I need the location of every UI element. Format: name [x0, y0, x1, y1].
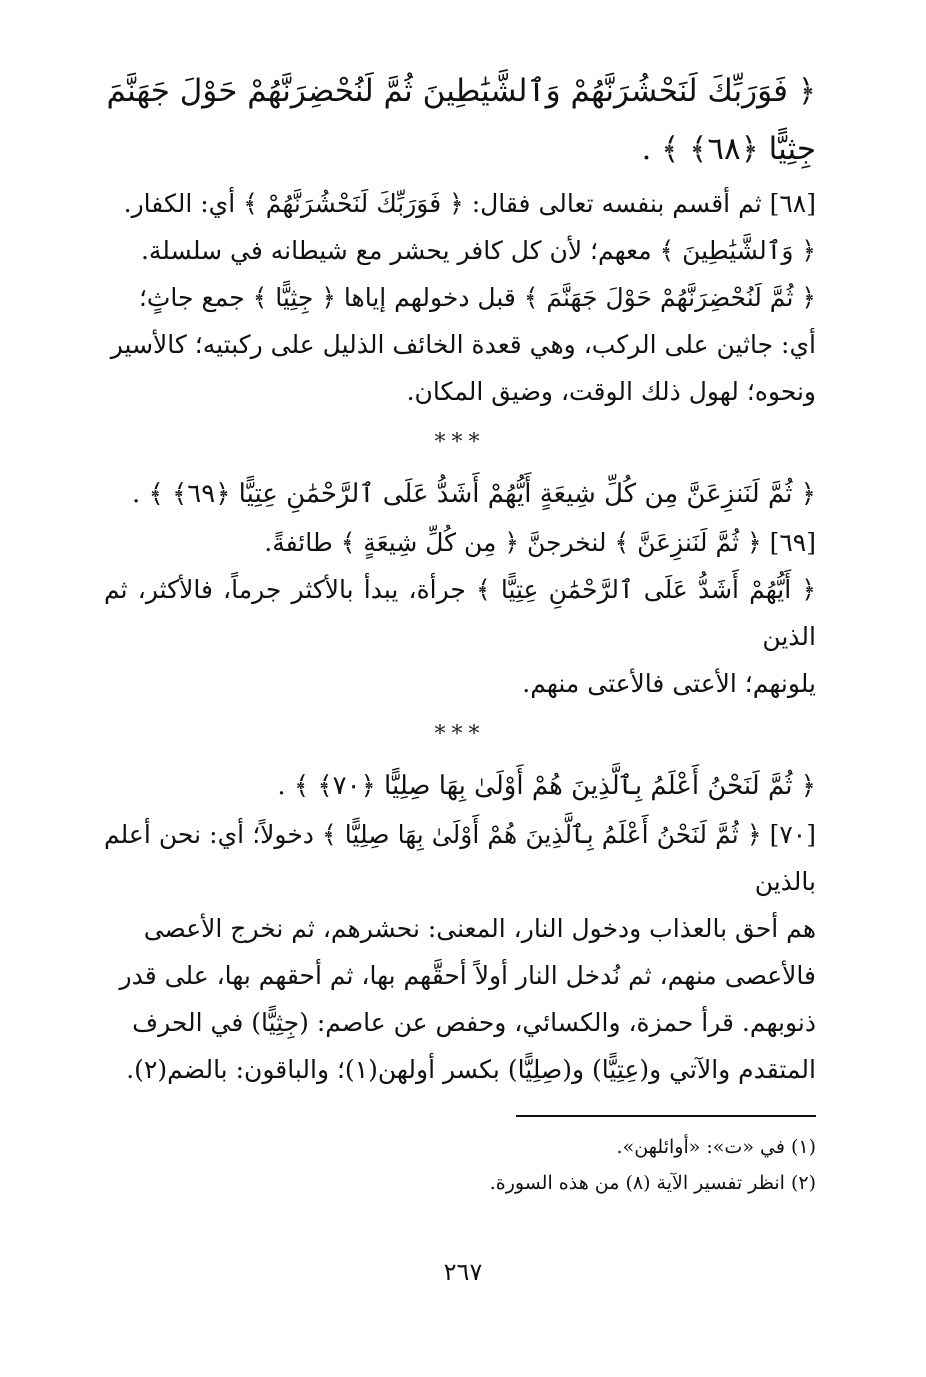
footnote-1: (١) في «ت»: «أوائلهن». [616, 1136, 816, 1158]
section-separator-2: *** [434, 722, 486, 747]
tafsir-69-line-1: [٦٩] ﴿ ثُمَّ لَنَنزِعَنَّ ﴾ لنخرجنَّ ﴿ مِن كُلِّ شِيعَةٍ ﴾ طائفةً. [264, 528, 816, 557]
tafsir-68-line-5: ونحوه؛ لهول ذلك الوقت، وضيق المكان. [406, 377, 816, 406]
verse-69: ﴿ ثُمَّ لَنَنزِعَنَّ مِن كُلِّ شِيعَةٍ أَيُّهُمْ أَشَدُّ عَلَى ٱلرَّحْمَٰنِ عِتِيًّا ﴿٦٩﴾ ﴾ . [131, 479, 816, 509]
verse-68-line-2: جِثِيًّا ﴿٦٨﴾ ﴾ . [641, 131, 816, 167]
tafsir-69-line-2: ﴿ أَيُّهُمْ أَشَدُّ عَلَى ٱلرَّحْمَٰنِ عِتِيًّا ﴾ جرأة، يبدأ بالأكثر جرماً، فالأكثر، ثم الذين [104, 575, 816, 651]
tafsir-68-line-4: أي: جاثين على الركب، وهي قعدة الخائف الذليل على ركبتيه؛ كالأسير [110, 330, 816, 359]
tafsir-70-line-1: [٧٠] ﴿ ثُمَّ لَنَحْنُ أَعْلَمُ بِٱلَّذِينَ هُمْ أَوْلَىٰ بِهَا صِلِيًّا ﴾ دخولاً؛ أي: نحن أعلم بالذين [104, 820, 816, 896]
tafsir-70-line-4: ذنوبهم. قرأ حمزة، والكسائي، وحفص عن عاصم: (جِثِيًّا) في الحرف [132, 1008, 816, 1037]
tafsir-70-line-5: المتقدم والآتي و(عِتِيًّا) و(صِلِيًّا) بكسر أولهن(١)؛ والباقون: بالضم(٢). [126, 1055, 816, 1084]
footnote-2: (٢) انظر تفسير الآية (٨) من هذه السورة. [489, 1172, 816, 1194]
tafsir-68-line-2: ﴿ وَٱلشَّيَٰطِينَ ﴾ معهم؛ لأن كل كافر يحشر مع شيطانه في سلسلة. [140, 236, 816, 265]
footnote-divider [516, 1115, 816, 1117]
verse-70: ﴿ ثُمَّ لَنَحْنُ أَعْلَمُ بِٱلَّذِينَ هُمْ أَوْلَىٰ بِهَا صِلِيًّا ﴿٧٠﴾ ﴾ . [277, 771, 816, 801]
tafsir-70 [104, 811, 816, 1093]
tafsir-70-line-2: هم أحق بالعذاب ودخول النار، المعنى: نحشرهم، ثم نخرج الأعصى [143, 914, 816, 943]
verse-68-line-1: ﴿ فَوَرَبِّكَ لَنَحْشُرَنَّهُمْ وَٱلشَّيَٰطِينَ ثُمَّ لَنُحْضِرَنَّهُمْ حَوْلَ جَهَنَّمَ [106, 73, 816, 109]
verse-68 [104, 62, 816, 178]
tafsir-69-line-3: يلونهم؛ الأعتى فالأعتى منهم. [522, 669, 816, 698]
tafsir-69 [104, 519, 816, 707]
tafsir-68 [104, 180, 816, 415]
section-separator: *** [434, 430, 486, 455]
page-number: ٢٦٧ [443, 1258, 483, 1286]
tafsir-68-line-3: ﴿ ثُمَّ لَنُحْضِرَنَّهُمْ حَوْلَ جَهَنَّمَ ﴾ قبل دخولهم إياها ﴿ جِثِيًّا ﴾ جمع جاثٍ؛ [138, 283, 816, 312]
tafsir-70-line-3: فالأعصى منهم، ثم نُدخل النار أولاً أحقَّهم بها، ثم أحقهم بها، على قدر [119, 961, 816, 990]
tafsir-68-line-1: [٦٨] ثم أقسم بنفسه تعالى فقال: ﴿ فَوَرَبِّكَ لَنَحْشُرَنَّهُمْ ﴾ أي: الكفار. [123, 189, 816, 218]
footnotes [104, 1129, 816, 1201]
